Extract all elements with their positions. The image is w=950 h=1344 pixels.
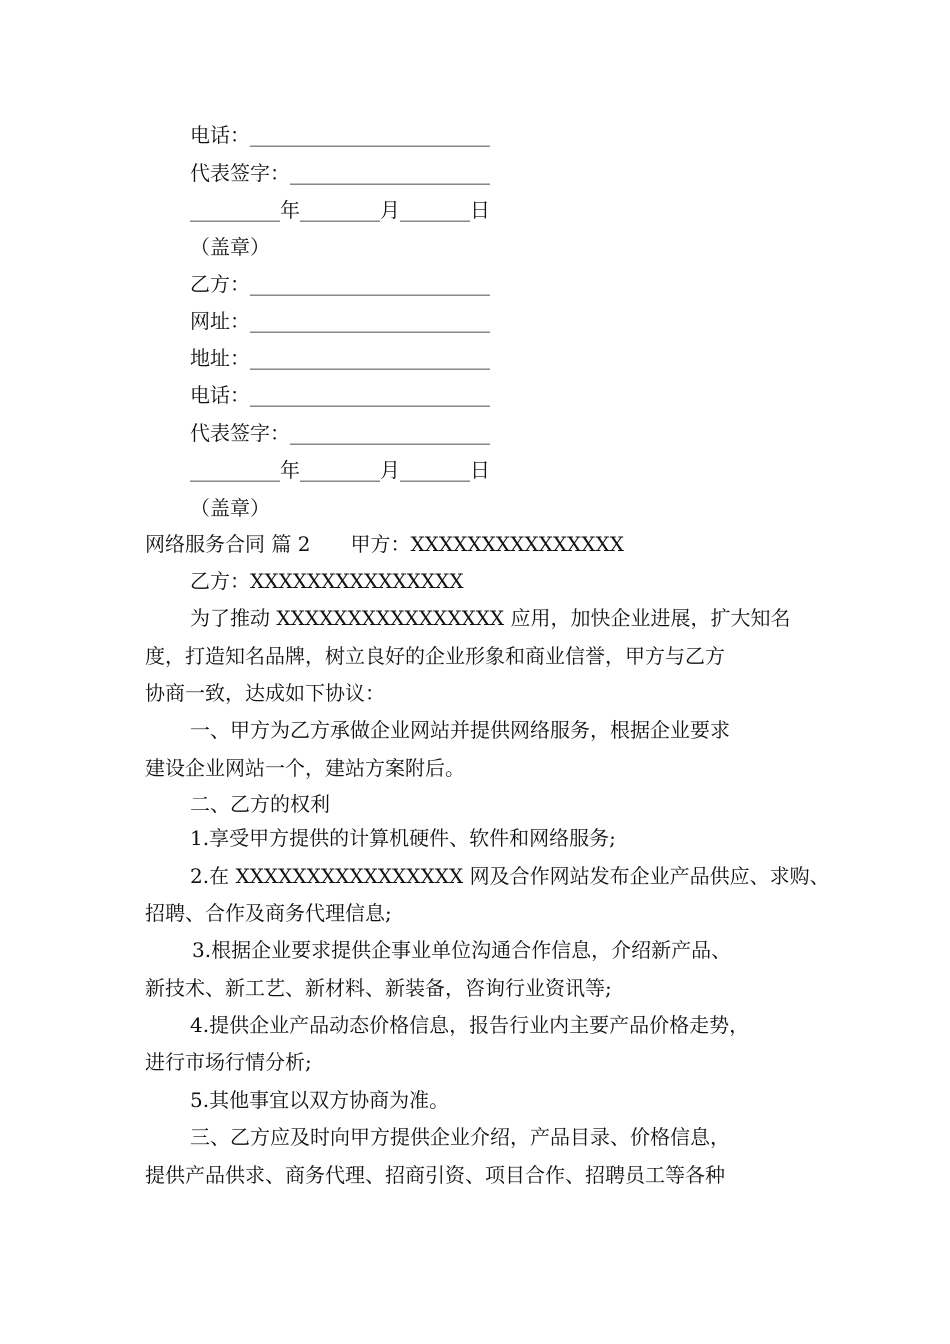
section-heading: 网络服务合同 篇 2 甲方：XXXXXXXXXXXXXXX xyxy=(145,532,625,556)
seal-label: （盖章） xyxy=(190,496,270,520)
paragraph-line: 2.在 XXXXXXXXXXXXXXXX 网及合作网站发布企业产品供应、求购、 xyxy=(190,864,830,888)
text-line: 乙方：XXXXXXXXXXXXXXX xyxy=(190,569,464,593)
paragraph-line: 招聘、合作及商务代理信息; xyxy=(145,901,392,925)
paragraph-line: 进行市场行情分析; xyxy=(145,1050,312,1074)
text-line: 网址：________________________ xyxy=(190,309,490,333)
paragraph-line: 一、甲方为乙方承做企业网站并提供网络服务，根据企业要求 xyxy=(190,718,730,742)
paragraph-line: 提供产品供求、商务代理、招商引资、项目合作、招聘员工等各种 xyxy=(145,1163,725,1187)
text-line: 乙方：________________________ xyxy=(190,272,490,296)
paragraph-line: 为了推动 XXXXXXXXXXXXXXXX 应用，加快企业进展，扩大知名 xyxy=(190,606,791,630)
paragraph-line: 1.享受甲方提供的计算机硬件、软件和网络服务; xyxy=(190,826,616,850)
paragraph-line: 协商一致，达成如下协议： xyxy=(145,681,385,705)
paragraph-line: 三、乙方应及时向甲方提供企业介绍，产品目录、价格信息， xyxy=(190,1125,730,1149)
text-line: _________年________月_______日 xyxy=(190,458,490,482)
text-line: 代表签字：____________________ xyxy=(190,161,490,185)
text-line: 地址：________________________ xyxy=(190,346,490,370)
paragraph-line: 度，打造知名品牌，树立良好的企业形象和商业信誉，甲方与乙方 xyxy=(145,644,725,668)
text-line: 电话：________________________ xyxy=(190,123,490,147)
text-line: _________年________月_______日 xyxy=(190,198,490,222)
paragraph-line: 二、乙方的权利 xyxy=(190,792,330,816)
text-line: 代表签字：____________________ xyxy=(190,421,490,445)
text-line: 电话：________________________ xyxy=(190,383,490,407)
paragraph-line: 4.提供企业产品动态价格信息，报告行业内主要产品价格走势， xyxy=(190,1013,750,1037)
paragraph-line: 3.根据企业要求提供企事业单位沟通合作信息，介绍新产品、 xyxy=(192,938,732,962)
paragraph-line: 建设企业网站一个，建站方案附后。 xyxy=(145,756,465,780)
paragraph-line: 新技术、新工艺、新材料、新装备，咨询行业资讯等; xyxy=(145,976,612,1000)
paragraph-line: 5.其他事宜以双方协商为准。 xyxy=(190,1088,450,1112)
seal-label: （盖章） xyxy=(190,235,270,259)
